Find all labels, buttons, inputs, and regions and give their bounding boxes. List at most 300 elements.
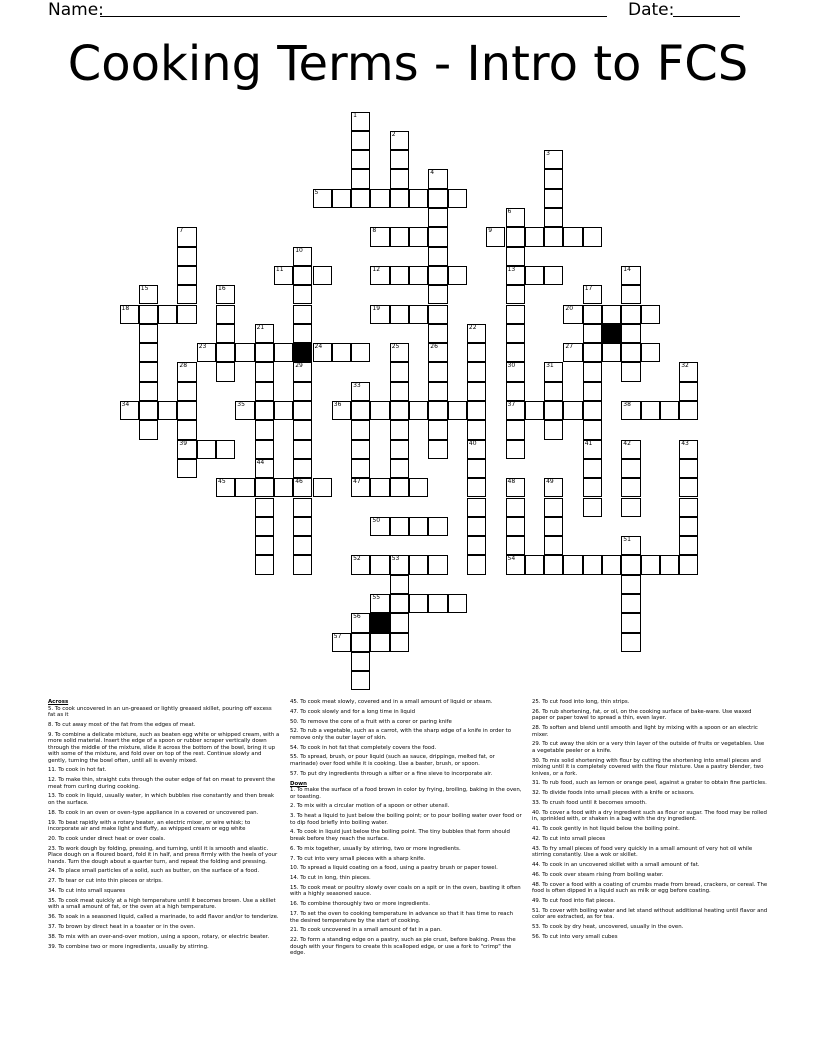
grid-cell[interactable]	[679, 440, 698, 459]
grid-cell[interactable]	[390, 189, 409, 208]
grid-cell[interactable]	[544, 555, 563, 574]
grid-cell[interactable]	[235, 478, 254, 497]
grid-cell[interactable]	[255, 459, 274, 478]
grid-cell[interactable]	[255, 498, 274, 517]
grid-cell[interactable]	[525, 227, 544, 246]
grid-cell[interactable]	[293, 420, 312, 439]
grid-cell[interactable]	[351, 382, 370, 401]
grid-cell[interactable]	[351, 150, 370, 169]
clue-item: 42. To cut into small pieces	[532, 835, 606, 842]
grid-cell[interactable]	[409, 478, 428, 497]
clue-item: 37. To brown by direct heat in a toaster or in the oven.	[48, 923, 196, 930]
grid-cell[interactable]	[428, 189, 447, 208]
grid-cell[interactable]	[583, 401, 602, 420]
grid-cell[interactable]	[467, 343, 486, 362]
grid-cell[interactable]	[390, 227, 409, 246]
grid-cell[interactable]	[428, 208, 447, 227]
clue-number: 56	[353, 613, 361, 621]
grid-cell[interactable]	[506, 517, 525, 536]
grid-cell[interactable]	[428, 227, 447, 246]
grid-cell[interactable]	[506, 420, 525, 439]
grid-cell[interactable]	[313, 189, 332, 208]
clue-number: 34	[121, 401, 130, 408]
grid-cell[interactable]	[506, 498, 525, 517]
grid-cell[interactable]	[428, 420, 447, 439]
grid-cell[interactable]	[390, 266, 409, 285]
grid-cell[interactable]	[120, 305, 139, 324]
grid-cell[interactable]	[602, 343, 621, 362]
grid-cell[interactable]	[255, 517, 274, 536]
grid-cell[interactable]	[255, 324, 274, 343]
grid-cell[interactable]	[679, 362, 698, 381]
clue-number: 17	[584, 285, 593, 293]
grid-cell[interactable]	[390, 305, 409, 324]
grid-cell[interactable]	[370, 555, 389, 574]
grid-cell[interactable]	[293, 401, 312, 420]
grid-cell[interactable]	[351, 440, 370, 459]
grid-cell[interactable]	[390, 517, 409, 536]
clue-item: 26. To rub shortening, fat, or oil, on the cooking surface of bake-ware. Use waxed paper or paper towel to spread a thin, even layer.	[532, 708, 752, 722]
grid-cell[interactable]	[467, 420, 486, 439]
grid-cell[interactable]	[448, 401, 467, 420]
grid-cell[interactable]	[235, 401, 254, 420]
grid-cell[interactable]	[390, 150, 409, 169]
grid-cell[interactable]	[467, 440, 486, 459]
grid-cell[interactable]	[409, 227, 428, 246]
clue-item: 57. To put dry ingredients through a sifter or a fine sieve to incorporate air.	[290, 770, 493, 777]
grid-cell[interactable]	[216, 305, 235, 324]
grid-cell[interactable]	[390, 382, 409, 401]
grid-cell[interactable]	[255, 362, 274, 381]
grid-cell[interactable]	[428, 555, 447, 574]
grid-cell[interactable]	[428, 401, 447, 420]
grid-cell[interactable]	[506, 227, 525, 246]
grid-cell[interactable]	[583, 343, 602, 362]
grid-cell[interactable]	[390, 362, 409, 381]
grid-cell[interactable]	[621, 362, 640, 381]
grid-cell[interactable]	[351, 401, 370, 420]
grid-cell[interactable]	[139, 324, 158, 343]
grid-cell[interactable]	[332, 189, 351, 208]
clue-item: 51. To cover with boiling water and let stand without additional heating until flavor and color are extracted, as for tea.	[532, 907, 768, 921]
grid-cell[interactable]	[544, 227, 563, 246]
grid-cell[interactable]	[467, 517, 486, 536]
grid-cell[interactable]	[583, 459, 602, 478]
grid-cell[interactable]	[621, 633, 640, 652]
clue-number: 21	[256, 323, 265, 331]
grid-cell[interactable]	[216, 324, 235, 343]
clue-number: 31	[546, 362, 554, 370]
grid-cell[interactable]	[583, 324, 602, 343]
grid-cell[interactable]	[293, 498, 312, 517]
grid-cell[interactable]	[506, 401, 525, 420]
grid-cell[interactable]	[177, 247, 196, 266]
clue-item: 16. To combine thoroughly two or more ingredients.	[290, 901, 430, 908]
clue-number: 24	[314, 343, 323, 351]
grid-cell[interactable]	[660, 555, 679, 574]
grid-cell[interactable]	[370, 633, 389, 652]
grid-cell[interactable]	[621, 266, 640, 285]
grid-cell[interactable]	[139, 343, 158, 362]
grid-cell[interactable]	[177, 401, 196, 420]
grid-cell[interactable]	[544, 401, 563, 420]
clue-number: 49	[546, 478, 554, 486]
grid-cell[interactable]	[255, 536, 274, 555]
grid-cell[interactable]	[158, 401, 177, 420]
grid-cell[interactable]	[409, 266, 428, 285]
grid-cell[interactable]	[486, 227, 505, 246]
grid-cell[interactable]	[621, 440, 640, 459]
grid-cell[interactable]	[409, 594, 428, 613]
grid-cell[interactable]	[621, 498, 640, 517]
grid-cell[interactable]	[621, 401, 640, 420]
grid-cell[interactable]	[621, 536, 640, 555]
grid-cell[interactable]	[428, 343, 447, 362]
grid-cell[interactable]	[177, 305, 196, 324]
grid-cell[interactable]	[621, 478, 640, 497]
grid-cell[interactable]	[274, 401, 293, 420]
name-label: Name:	[48, 0, 104, 20]
grid-cell[interactable]	[544, 150, 563, 169]
grid-cell[interactable]	[390, 459, 409, 478]
grid-cell[interactable]	[506, 362, 525, 381]
clue-number: 25	[391, 343, 400, 351]
grid-cell[interactable]	[197, 343, 216, 362]
clue-item: 48. To cover a food with a coating of crumbs made from bread, crackers, or cereal. The food is often dipped in a liquid such as milk or egg before coating.	[532, 881, 768, 895]
clue-number: 57	[333, 632, 342, 640]
grid-cell[interactable]	[448, 594, 467, 613]
grid-cell[interactable]	[679, 401, 698, 420]
grid-cell[interactable]	[544, 517, 563, 536]
grid-cell[interactable]	[428, 517, 447, 536]
grid-cell[interactable]	[583, 362, 602, 381]
grid-cell[interactable]	[293, 459, 312, 478]
grid-cell[interactable]	[351, 633, 370, 652]
grid-cell[interactable]	[390, 478, 409, 497]
grid-cell[interactable]	[255, 343, 274, 362]
grid-cell[interactable]	[583, 420, 602, 439]
grid-cell[interactable]	[235, 343, 254, 362]
grid-cell[interactable]	[293, 382, 312, 401]
grid-cell[interactable]	[390, 633, 409, 652]
grid-cell[interactable]	[583, 285, 602, 304]
grid-cell[interactable]	[448, 266, 467, 285]
grid-cell[interactable]	[583, 440, 602, 459]
clue-number: 53	[391, 555, 400, 563]
grid-cell[interactable]	[351, 343, 370, 362]
grid-cell[interactable]	[621, 285, 640, 304]
grid-cell[interactable]	[428, 247, 447, 266]
clue-item: 5. To cook uncovered in an un-greased or lightly greased skillet, pouring off excess fat as it	[48, 705, 272, 718]
grid-cell[interactable]	[583, 498, 602, 517]
grid-cell[interactable]	[139, 420, 158, 439]
grid-cell[interactable]	[621, 555, 640, 574]
grid-cell[interactable]	[293, 247, 312, 266]
grid-cell[interactable]	[158, 305, 177, 324]
grid-cell[interactable]	[293, 266, 312, 285]
grid-cell[interactable]	[621, 324, 640, 343]
grid-cell[interactable]	[602, 305, 621, 324]
grid-cell[interactable]	[351, 131, 370, 150]
grid-cell[interactable]	[370, 478, 389, 497]
grid-cell[interactable]	[467, 401, 486, 420]
grid-cell[interactable]	[467, 478, 486, 497]
grid-cell[interactable]	[621, 575, 640, 594]
grid-cell[interactable]	[216, 440, 235, 459]
grid-cell[interactable]	[177, 285, 196, 304]
grid-cell[interactable]	[177, 227, 196, 246]
clue-item: 6. To mix together, usually by stirring, two or more ingredients.	[290, 845, 461, 852]
grid-cell[interactable]	[370, 517, 389, 536]
clue-item: 3. To heat a liquid to just below the boiling point; or to pour boiling water over food or to dip food briefly into boiling water.	[290, 813, 522, 826]
grid-cell[interactable]	[216, 362, 235, 381]
grid-cell[interactable]	[370, 305, 389, 324]
grid-cell[interactable]	[428, 169, 447, 188]
grid-cell[interactable]	[428, 382, 447, 401]
grid-cell[interactable]	[583, 382, 602, 401]
grid-cell[interactable]	[506, 285, 525, 304]
grid-cell[interactable]	[428, 285, 447, 304]
grid-cell[interactable]	[428, 324, 447, 343]
clue-item: 15. To cook meat or poultry slowly over coals on a spit or in the oven, basting it often with a highly seasoned sauce.	[290, 884, 521, 898]
grid-cell[interactable]	[390, 420, 409, 439]
grid-cell[interactable]	[139, 382, 158, 401]
grid-cell[interactable]	[313, 478, 332, 497]
grid-cell[interactable]	[177, 266, 196, 285]
grid-cell[interactable]	[679, 478, 698, 497]
grid-cell[interactable]	[293, 285, 312, 304]
grid-cell[interactable]	[467, 555, 486, 574]
grid-cell[interactable]	[351, 478, 370, 497]
grid-cell[interactable]	[351, 169, 370, 188]
grid-cell[interactable]	[390, 555, 409, 574]
grid-cell[interactable]	[390, 131, 409, 150]
grid-cell[interactable]	[255, 555, 274, 574]
grid-cell[interactable]	[467, 362, 486, 381]
grid-cell[interactable]	[563, 401, 582, 420]
grid-cell[interactable]	[563, 343, 582, 362]
grid-cell[interactable]	[467, 459, 486, 478]
grid-cell[interactable]	[177, 440, 196, 459]
grid-cell[interactable]	[544, 536, 563, 555]
grid-cell[interactable]	[506, 266, 525, 285]
grid-cell[interactable]	[255, 382, 274, 401]
grid-cell[interactable]	[544, 382, 563, 401]
grid-cell[interactable]	[351, 613, 370, 632]
clue-number: 46	[295, 478, 303, 486]
grid-cell[interactable]	[370, 189, 389, 208]
grid-cell[interactable]	[390, 440, 409, 459]
grid-cell[interactable]	[274, 343, 293, 362]
grid-cell[interactable]	[583, 555, 602, 574]
grid-cell[interactable]	[255, 401, 274, 420]
grid-cell[interactable]	[641, 343, 660, 362]
grid-cell[interactable]	[544, 362, 563, 381]
grid-cell[interactable]	[293, 517, 312, 536]
grid-cell[interactable]	[621, 594, 640, 613]
grid-cell[interactable]	[506, 343, 525, 362]
grid-cell[interactable]	[467, 324, 486, 343]
grid-cell[interactable]	[409, 555, 428, 574]
grid-cell[interactable]	[139, 285, 158, 304]
grid-cell[interactable]	[506, 478, 525, 497]
grid-cell[interactable]	[293, 440, 312, 459]
grid-cell[interactable]	[332, 633, 351, 652]
grid-cell[interactable]	[641, 555, 660, 574]
grid-cell[interactable]	[370, 594, 389, 613]
grid-cell[interactable]	[428, 362, 447, 381]
grid-cell[interactable]	[660, 401, 679, 420]
grid-cell[interactable]	[563, 227, 582, 246]
grid-cell[interactable]	[679, 382, 698, 401]
grid-cell[interactable]	[583, 227, 602, 246]
grid-cell[interactable]	[351, 112, 370, 131]
clue-item: 30. To mix solid shortening with flour by cutting the shortening into small pieces and mixing until it is completely covered with the flour mixture. Use a pastry blender, two knives, or a fork.	[532, 757, 764, 777]
grid-cell[interactable]	[351, 652, 370, 671]
grid-cell[interactable]	[409, 517, 428, 536]
grid-cell[interactable]	[679, 459, 698, 478]
grid-cell[interactable]	[506, 324, 525, 343]
grid-cell[interactable]	[621, 343, 640, 362]
grid-cell[interactable]	[467, 498, 486, 517]
grid-cell[interactable]	[679, 536, 698, 555]
grid-cell[interactable]	[390, 169, 409, 188]
grid-cell[interactable]	[293, 536, 312, 555]
grid-cell[interactable]	[351, 555, 370, 574]
grid-cell[interactable]	[428, 305, 447, 324]
grid-cell[interactable]	[506, 208, 525, 227]
grid-cell[interactable]	[390, 575, 409, 594]
grid-cell[interactable]	[370, 266, 389, 285]
grid-cell[interactable]	[679, 517, 698, 536]
grid-cell[interactable]	[525, 555, 544, 574]
grid-cell[interactable]	[177, 420, 196, 439]
grid-cell[interactable]	[544, 208, 563, 227]
clue-number: 35	[237, 401, 245, 408]
grid-cell[interactable]	[120, 401, 139, 420]
grid-cell[interactable]	[293, 305, 312, 324]
grid-cell[interactable]	[506, 440, 525, 459]
grid-cell[interactable]	[216, 285, 235, 304]
grid-cell[interactable]	[428, 440, 447, 459]
grid-cell[interactable]	[351, 189, 370, 208]
grid-cell[interactable]	[525, 401, 544, 420]
grid-cell[interactable]	[216, 343, 235, 362]
grid-cell[interactable]	[390, 613, 409, 632]
grid-cell[interactable]	[467, 536, 486, 555]
grid-cell[interactable]	[544, 169, 563, 188]
grid-cell[interactable]	[216, 478, 235, 497]
clue-item: 19. To beat rapidly with a rotary beater, an electric mixer, or wire whisk; to incorporate air and make light and fluffy, as whipped cream or egg white	[48, 819, 251, 833]
grid-cell[interactable]	[467, 382, 486, 401]
grid-cell[interactable]	[409, 401, 428, 420]
grid-cell[interactable]	[351, 420, 370, 439]
grid-cell[interactable]	[177, 459, 196, 478]
grid-cell[interactable]	[332, 401, 351, 420]
grid-cell[interactable]	[544, 478, 563, 497]
grid-cell[interactable]	[409, 305, 428, 324]
grid-cell[interactable]	[255, 478, 274, 497]
date-label: Date:	[628, 0, 675, 20]
grid-cell[interactable]	[563, 305, 582, 324]
grid-cell[interactable]	[139, 362, 158, 381]
grid-cell[interactable]	[679, 498, 698, 517]
grid-cell[interactable]	[679, 555, 698, 574]
grid-cell[interactable]	[293, 555, 312, 574]
page-title: Cooking Terms - Intro to FCS	[67, 36, 749, 92]
grid-cell[interactable]	[506, 382, 525, 401]
grid-cell[interactable]	[621, 305, 640, 324]
grid-cell[interactable]	[139, 305, 158, 324]
grid-cell[interactable]	[313, 343, 332, 362]
grid-cell[interactable]	[274, 266, 293, 285]
grid-cell[interactable]	[621, 613, 640, 632]
grid-cell[interactable]	[293, 362, 312, 381]
grid-cell[interactable]	[351, 459, 370, 478]
grid-cell[interactable]	[293, 324, 312, 343]
clue-item: 46. To cook over steam rising from boiling water.	[532, 871, 664, 878]
grid-cell[interactable]	[255, 420, 274, 439]
grid-cell[interactable]	[583, 305, 602, 324]
clue-item: 12. To make thin, straight cuts through the outer edge of fat on meat to prevent the meat from curling during cooking.	[48, 777, 276, 790]
clue-item: 28. To soften and blend until smooth and light by mixing with a spoon or an electric mixer.	[532, 725, 758, 738]
grid-cell[interactable]	[390, 343, 409, 362]
grid-cell[interactable]	[525, 266, 544, 285]
grid-cell[interactable]	[293, 478, 312, 497]
grid-cell[interactable]	[641, 305, 660, 324]
grid-cell[interactable]	[197, 440, 216, 459]
clue-number: 1	[353, 111, 357, 119]
grid-cell[interactable]	[390, 594, 409, 613]
grid-cell[interactable]	[544, 420, 563, 439]
grid-cell[interactable]	[274, 478, 293, 497]
grid-cell[interactable]	[506, 555, 525, 574]
grid-cell[interactable]	[544, 266, 563, 285]
grid-cell[interactable]	[370, 401, 389, 420]
grid-cell[interactable]	[544, 498, 563, 517]
grid-cell[interactable]	[409, 189, 428, 208]
grid-cell[interactable]	[351, 671, 370, 690]
grid-cell[interactable]	[177, 362, 196, 381]
grid-cell[interactable]	[506, 247, 525, 266]
grid-cell[interactable]	[370, 227, 389, 246]
clue-item: 47. To cook slowly and for a long time in liquid	[290, 708, 416, 715]
grid-cell[interactable]	[621, 459, 640, 478]
clue-item: 40. To cover a food with a dry ingredient such as flour or sugar. The food may be rolled in, sprinkled with, or shaken in a bag with the dry ingredient.	[532, 809, 767, 823]
grid-cell[interactable]	[506, 536, 525, 555]
grid-cell[interactable]	[583, 478, 602, 497]
grid-cell[interactable]	[332, 343, 351, 362]
grid-cell[interactable]	[139, 401, 158, 420]
grid-cell[interactable]	[390, 401, 409, 420]
grid-cell[interactable]	[544, 189, 563, 208]
clue-item: 14. To cut in long, thin pieces.	[290, 875, 371, 882]
grid-cell[interactable]	[428, 266, 447, 285]
clue-number: 22	[468, 323, 477, 331]
grid-cell[interactable]	[448, 189, 467, 208]
grid-cell[interactable]	[602, 555, 621, 574]
grid-cell[interactable]	[563, 555, 582, 574]
grid-cell[interactable]	[177, 382, 196, 401]
grid-cell[interactable]	[506, 305, 525, 324]
clue-item: 45. To cook meat slowly, covered and in a small amount of liquid or steam.	[290, 699, 493, 705]
grid-cell[interactable]	[313, 266, 332, 285]
grid-cell[interactable]	[255, 440, 274, 459]
clue-item: 31. To rub food, such as lemon or orange peel, against a grater to obtain fine particles.	[532, 780, 767, 787]
grid-cell[interactable]	[641, 401, 660, 420]
clue-number: 51	[623, 536, 631, 544]
grid-cell[interactable]	[428, 594, 447, 613]
